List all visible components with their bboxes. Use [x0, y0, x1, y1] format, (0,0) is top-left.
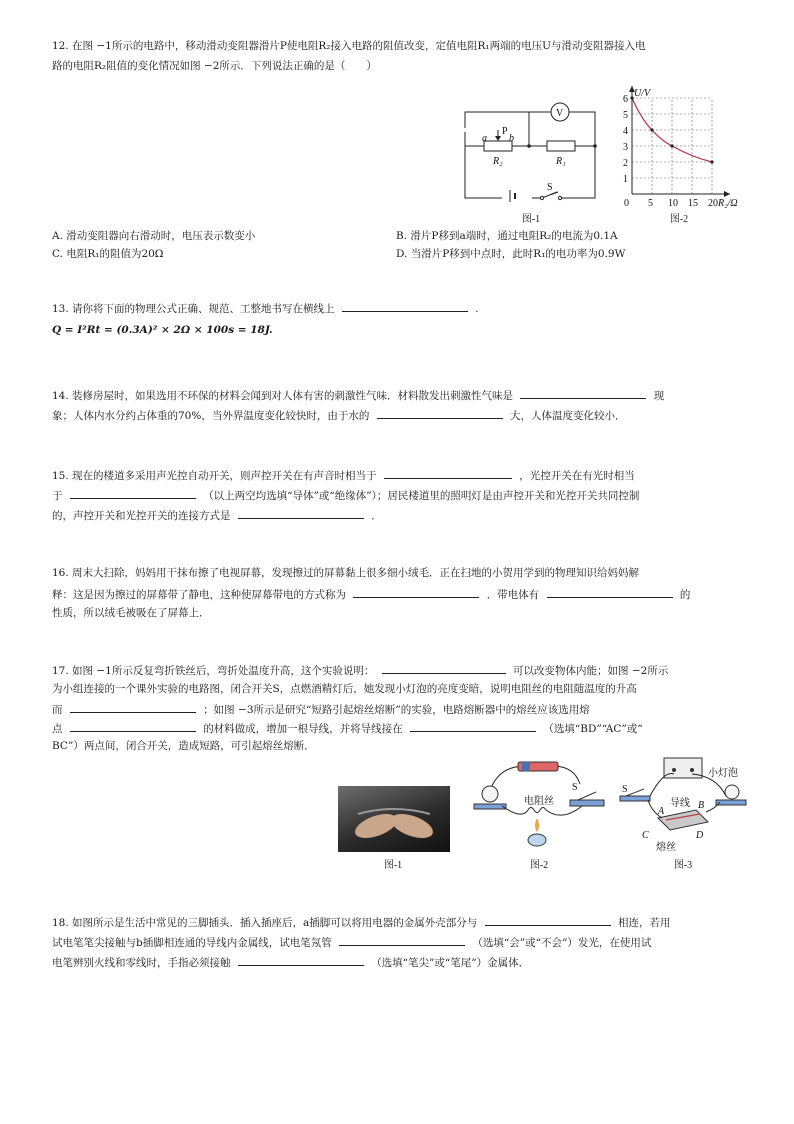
q13-period: . [475, 303, 479, 315]
q18-line2 [52, 933, 651, 951]
q17-line4 [52, 719, 643, 737]
q12-option-b[interactable]: B. 滑片P移到a端时，通过电阻R₂的电流为0.1A [396, 230, 618, 242]
q14-text-4: 大，人体温度变化较小． [510, 410, 626, 422]
q12-option-a[interactable]: A. 滑动变阻器向右滑动时，电压表示数变小 [52, 230, 256, 242]
fig3-label-bulb: 小灯泡 [708, 768, 738, 779]
q18-text-3: 试电笔笔尖接触与b插脚相连通的导线内金属线，试电笔氖管 [52, 937, 332, 949]
q15-text-5: 的，声控开关和光控开关的连接方式是 [52, 510, 231, 522]
q12-option-c[interactable]: C. 电阻R₁的阻值为20Ω [52, 248, 164, 260]
q12-stem-line1: 12. 在图 −1所示的电路中，移动滑动变阻器滑片P使电阻R₂接入电路的阻值改变，定值电阻R₁两端的电压U与滑动变阻器接入电 [52, 40, 646, 52]
q15-line3 [52, 506, 382, 524]
q15-line1 [52, 466, 635, 484]
q17-blank-2[interactable] [70, 700, 196, 713]
q14-line1 [52, 386, 664, 404]
q17-blank-1[interactable] [382, 661, 506, 674]
q17-fig2-caption: 图-2 [529, 860, 549, 871]
bulb-icon [482, 786, 498, 802]
q16-line3: 性质，所以绒毛被吸在了屏幕上． [52, 607, 210, 619]
data-point-2 [670, 144, 673, 147]
q15-blank-2[interactable] [70, 486, 196, 499]
fig2-label-s: S [572, 782, 578, 793]
bulb-icon [725, 785, 739, 799]
fuse-holder-icon [658, 810, 708, 830]
graph-origin-label: 0 [624, 198, 629, 209]
label-b: b [509, 133, 514, 144]
q17-text-2: 可以改变物体内能；如图 −2所示 [513, 665, 669, 677]
q17-text-1: 17. 如图 −1所示反复弯折铁丝后，弯折处温度升高，这个实验说明： [52, 665, 375, 677]
graph-axes [629, 86, 730, 197]
label-r1: R₁ [556, 156, 566, 167]
x-tick-label-10: 10 [668, 198, 678, 209]
q12-fig1-caption: 图-1 [521, 214, 541, 225]
label-v: V [556, 108, 564, 119]
q17-fig3-caption: 图-3 [673, 860, 693, 871]
q15-line2 [52, 486, 639, 504]
q15-blank-3[interactable] [238, 506, 364, 519]
coil-icon [528, 808, 546, 813]
graph-y-label: U/V [634, 88, 651, 99]
label-r2: R₂ [493, 156, 503, 167]
bending-wire-photo [338, 786, 450, 852]
q14-line2 [52, 406, 626, 424]
fig2-label-resistor: 电阻丝 [524, 796, 554, 807]
x-tick-label-5: 5 [648, 198, 653, 209]
q16-text-1: 释：这是因为擦过的屏幕带了静电，这种使屏幕带电的方式称为 [52, 589, 346, 601]
q15-text-4: （以上两空均选填“导体”或“绝缘体”）；居民楼道里的照明灯是由声控开关和光控开关共同控制 [203, 490, 640, 502]
q14-text-1: 14. 装修房屋时，如果选用不环保的材料会闻到对人体有害的刺激性气味．材料散发出刺激性气味是 [52, 390, 514, 402]
data-point-3 [710, 160, 713, 163]
fig3-label-c: C [642, 830, 649, 841]
q15-text-1: 15. 现在的楼道多采用声光控自动开关，则声控开关在有声音时相当于 [52, 470, 377, 482]
x-axis-arrow [724, 191, 730, 197]
switch-icon [620, 796, 650, 801]
flame-icon [535, 818, 539, 832]
q15-text-3: 于 [52, 490, 63, 502]
q17-line2: 为小组连接的一个课外实验的电路图，闭合开关S，点燃酒精灯后，她发现小灯泡的亮度变暗，说明电阻丝的电阻随温度的升高 [52, 683, 637, 695]
q13-answer-blank[interactable] [342, 299, 468, 312]
q17-line5: BC”）两点间，闭合开关，造成短路，可引起熔丝熔断． [52, 740, 315, 752]
fig3-label-b: B [698, 800, 705, 811]
fig3-label-s: S [622, 784, 628, 795]
fig3-label-fuse: 熔丝 [656, 842, 676, 853]
q12-stem-line2: 路的电阻R₂阻值的变化情况如图 −2所示．下列说法正确的是（ ） [52, 60, 377, 72]
y-tick-label-5: 5 [623, 110, 628, 121]
q17-resistor-circuit [462, 760, 612, 856]
q18-text-1: 18. 如图所示是生活中常见的三脚插头．插入插座后，a插脚可以将用电器的金属外壳部分与 [52, 917, 478, 929]
q16-blank-2[interactable] [547, 585, 673, 598]
r2-resistor [484, 141, 512, 151]
q18-line1 [52, 913, 670, 931]
q16-line1: 16. 周末大扫除，妈妈用干抹布擦了电视屏幕，发现擦过的屏幕黏上很多细小绒毛．正在扫地的小贺用学到的物理知识给妈妈解 [52, 567, 640, 579]
switch-icon [570, 800, 604, 806]
q16-text-2: ．带电体有 [486, 589, 540, 601]
q18-text-4: （选填“会”或“不会”）发光，在使用试 [472, 937, 652, 949]
q18-line3 [52, 953, 529, 971]
q18-text-5: 电笔辨别火线和零线时，手指必须接触 [52, 957, 231, 969]
q13-formula: Q = I²Rt = (0.3A)² × 2Ω × 100s = 18J. [52, 324, 273, 336]
q17-text-3: 而 [52, 704, 63, 716]
q17-blank-3[interactable] [70, 719, 196, 732]
graph-x-label: R₂/Ω [718, 198, 738, 209]
q18-blank-1[interactable] [485, 913, 611, 926]
q17-blank-4[interactable] [410, 719, 536, 732]
q18-text-2: 相连，若用 [617, 917, 671, 929]
label-a: a [482, 133, 487, 144]
fig3-label-a: A [658, 806, 665, 817]
q15-text-6: ． [371, 510, 382, 522]
q12-voltage-graph [608, 82, 748, 214]
y-tick-label-4: 4 [623, 126, 628, 137]
q16-blank-1[interactable] [353, 585, 479, 598]
q17-short-circuit-setup [618, 756, 748, 856]
fig3-label-d: D [696, 830, 704, 841]
x-tick-label-20: 20 [708, 198, 718, 209]
graph-ticks [623, 94, 718, 209]
r1-resistor [547, 141, 575, 151]
y-tick-label-6: 6 [623, 94, 628, 105]
y-tick-label-3: 3 [623, 142, 628, 153]
q17-line1 [52, 661, 668, 679]
q18-text-6: （选填“笔尖”或“笔尾”）金属体． [371, 957, 530, 969]
q18-blank-2[interactable] [339, 933, 465, 946]
q12-option-d[interactable]: D. 当滑片P移到中点时，此时R₁的电功率为0.9W [396, 248, 626, 260]
q15-blank-1[interactable] [384, 466, 512, 479]
label-s: S [547, 182, 553, 193]
q14-text-2: 现 [653, 390, 665, 402]
q17-text-5: 点 [52, 723, 63, 735]
q14-text-3: 象；人体内水分约占体重的70%，当外界温度变化较快时，由于水的 [52, 410, 370, 422]
fig3-label-wire: 导线 [670, 798, 690, 809]
q16-line2 [52, 585, 690, 603]
q17-fig1-caption: 图-1 [383, 860, 403, 871]
q13-text: 13. 请你将下面的物理公式正确、规范、工整地书写在横线上 [52, 303, 335, 315]
q14-blank-2[interactable] [377, 406, 503, 419]
x-tick-label-15: 15 [688, 198, 698, 209]
y-tick-label-1: 1 [623, 174, 628, 185]
q14-blank-1[interactable] [520, 386, 646, 399]
q17-text-7: （选填“BD”“AC”或“ [543, 723, 643, 735]
q18-blank-3[interactable] [238, 953, 364, 966]
q16-text-3: 的 [679, 589, 691, 601]
q13-stem [52, 299, 479, 317]
q17-text-4: ；如图 −3所示是研究“短路引起熔丝熔断”的实验，电路熔断器中的熔丝应该选用熔 [203, 704, 590, 716]
data-point-1 [650, 128, 653, 131]
label-p: P [502, 126, 508, 137]
q15-text-2: ，光控开关在有光时相当 [519, 470, 635, 482]
y-tick-label-2: 2 [623, 158, 628, 169]
q17-line3 [52, 700, 590, 718]
q12-fig2-caption: 图-2 [669, 214, 689, 225]
q17-text-6: 的材料做成，增加一根导线，并将导线接在 [203, 723, 403, 735]
